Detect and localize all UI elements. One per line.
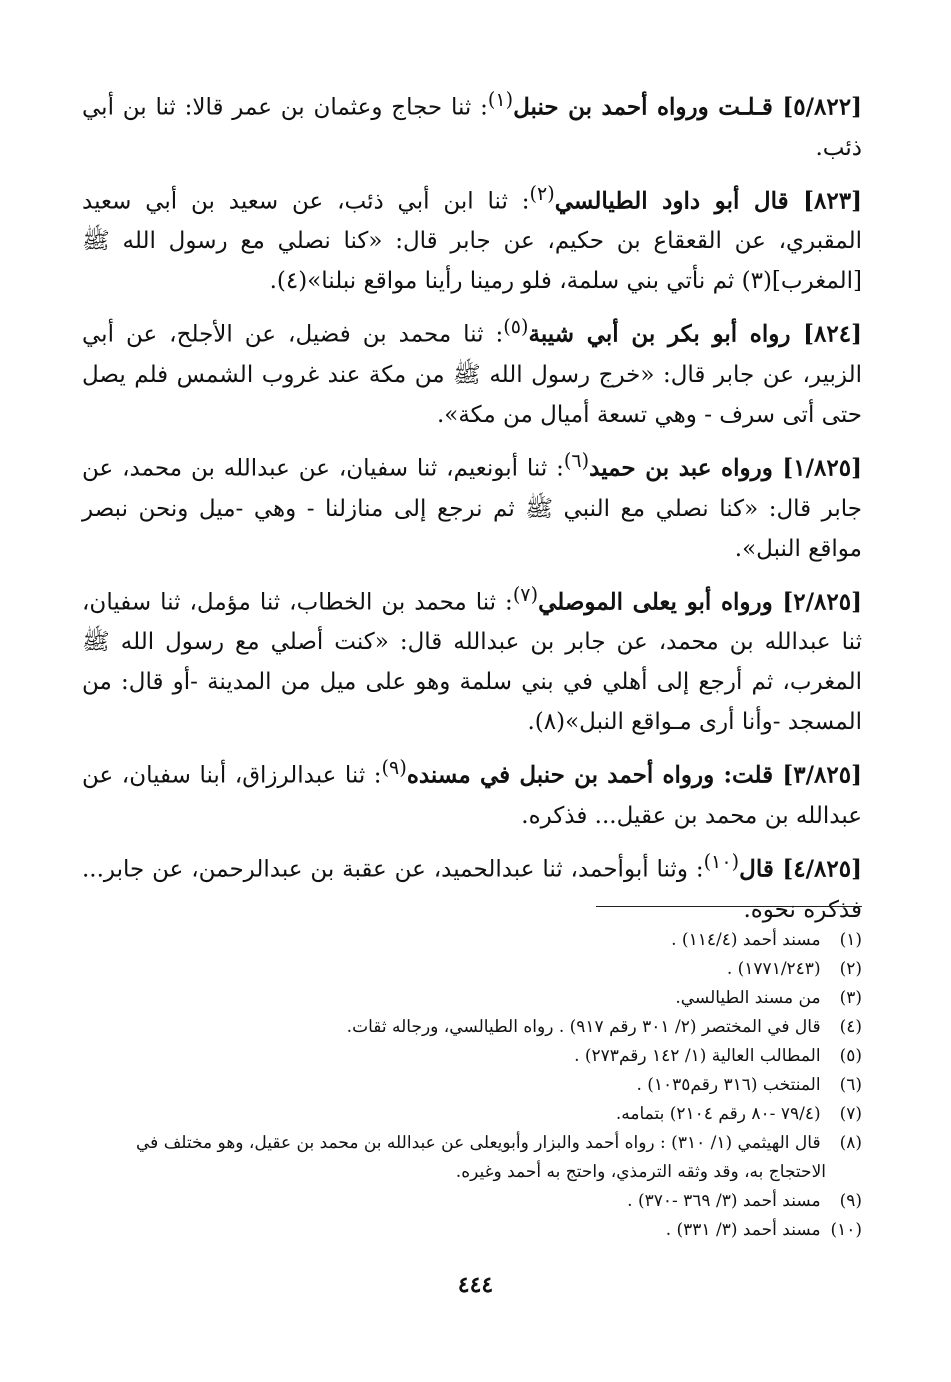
footnote-1 [82, 926, 862, 955]
paragraph-heading: [٢/٨٢٥] ورواه أبو يعلى الموصلي [538, 588, 862, 616]
footnote-6 [82, 1071, 862, 1100]
footnote-number: (٧) [839, 1104, 862, 1124]
paragraph-heading: [٤/٨٢٥] قال [739, 855, 862, 883]
paragraph-heading: [١/٨٢٥] ورواه عبد بن حميد [589, 454, 862, 482]
footnote-number: (٨) [839, 1133, 862, 1153]
footnote-8 [82, 1129, 862, 1158]
footnote-reference[interactable]: (١٠) [703, 849, 740, 873]
footnote-reference[interactable]: (٢) [529, 181, 555, 205]
paragraph-body: : وثنا أبوأحمد، ثنا عبدالحميد، عن عقبة بن عبدالرحمن، عن جابر... فذكره نحوه. [82, 856, 862, 923]
footnote-3 [82, 984, 862, 1013]
footnote-number: (٩) [839, 1191, 862, 1211]
footnote-text: (١٧٧١/٢٤٣) . [726, 959, 821, 979]
footnote-7 [82, 1100, 862, 1129]
footnote-4 [82, 1013, 862, 1042]
footnote-reference[interactable]: (٦) [563, 448, 590, 472]
footnote-5 [82, 1042, 862, 1071]
footnote-number: (١٠) [830, 1220, 862, 1240]
footnote-text: مسند أحمد (٣/ ٣٣١) . [665, 1220, 821, 1240]
footnote-text: مسند أحمد (٣/ ٣٦٩ -٣٧٠) . [627, 1191, 821, 1211]
paragraph-body: : ثنا حجاج وعثمان بن عمر قالا: ثنا بن أبي ذئب. [82, 94, 862, 161]
footnote-number: (٢) [839, 959, 862, 979]
hadith-paragraph-825-2 [82, 575, 862, 743]
paragraph-body: : ثنا ابن أبي ذئب، عن سعيد بن أبي سعيد المقبري، عن القعقاع بن حكيم، عن جابر قال: «كنا نصلي مع رسول الله ﷺ [المغرب](٣) ثم نأتي بني سلمة، فلو رمينا رأينا مواقع نبلنا»(٤). [82, 188, 862, 295]
footnote-text: قال في المختصر (٢/ ٣٠١ رقم ٩١٧) . رواه الطيالسي، ورجاله ثقات. [346, 1017, 821, 1037]
footnote-number: (٥) [839, 1046, 862, 1066]
paragraph-heading: [٨٢٤] رواه أبو بكر بن أبي شيبة [528, 320, 862, 348]
paragraph-body: : ثنا عبدالرزاق، أبنا سفيان، عن عبدالله بن محمد بن عقيل... فذكره. [82, 762, 862, 829]
paragraph-heading: [٣/٨٢٥] قلت: ورواه أحمد بن حنبل في مسنده [406, 761, 862, 789]
hadith-paragraph-825-4 [82, 842, 862, 930]
hadith-paragraph-822-5 [82, 80, 862, 168]
hadith-paragraph-824 [82, 307, 862, 435]
page-number: ٤٤٤ [457, 1272, 494, 1298]
paragraph-body: : ثنا محمد بن فضيل، عن الأجلح، عن أبي الزبير، عن جابر قال: «خرج رسول الله ﷺ من مكة عند غروب الشمس فلم يصل حتى أتى سرف - وهي تسعة أميال من مكة». [82, 321, 862, 428]
footnote-number: (٦) [839, 1075, 862, 1095]
paragraph-body: : ثنا محمد بن الخطاب، ثنا مؤمل، ثنا سفيان، ثنا عبدالله بن محمد، عن جابر بن عبدالله قال: «كنت أصلي مع رسول الله ﷺ المغرب، ثم أرجع إلى أهلي في بني سلمة وهو على ميل من المدينة -أو قال: من المسجد -وأنا أرى مـواقع النبل»(٨). [82, 589, 862, 736]
paragraph-heading: [٥/٨٢٢] قـلـت ورواه أحمد بن حنبل [513, 93, 862, 121]
footnote-10 [82, 1216, 862, 1245]
paragraph-body: : ثنا أبونعيم، ثنا سفيان، عن عبدالله بن محمد، عن جابر قال: «كنا نصلي مع النبي ﷺ ثم نرجع إلى منازلنا - وهي -ميل ونحن نبصر مواقع النبل». [82, 455, 862, 562]
paragraph-heading: [٨٢٣] قال أبو داود الطيالسي [554, 187, 862, 215]
footnote-reference[interactable]: (٥) [503, 315, 529, 339]
footnote-reference[interactable]: (٩) [381, 756, 407, 780]
footnote-text: المطالب العالية (١/ ١٤٢ رقم٢٧٣) . [574, 1046, 821, 1066]
footnotes [82, 926, 862, 1245]
footnote-2 [82, 955, 862, 984]
footnote-text: المنتخب (٣١٦ رقم١٠٣٥) . [636, 1075, 821, 1095]
hadith-paragraph-825-3 [82, 748, 862, 836]
footnote-text: من مسند الطيالسي. [675, 988, 821, 1008]
footnote-text: قال الهيثمي (١/ ٣١٠) : رواه أحمد والبزار وأبويعلى عن عبدالله بن محمد بن عقيل، وهو مختلف في [136, 1133, 821, 1153]
footnote-reference[interactable]: (١) [487, 88, 514, 111]
footnote-9 [82, 1187, 862, 1216]
hadith-paragraph-823 [82, 174, 862, 302]
footnote-text: (٧٩/٤ -٨٠ رقم ٢١٠٤) بتمامه. [615, 1104, 821, 1124]
footnote-8-continuation: الاحتجاج به، وقد وثقه الترمذي، واحتج به أحمد وغيره. [455, 1162, 826, 1182]
footnote-divider [596, 906, 862, 907]
footnote-text: مسند أحمد (١١٤/٤) . [671, 930, 821, 950]
main-text [82, 80, 862, 936]
footnote-number: (٣) [839, 988, 862, 1008]
footnote-number: (١) [839, 930, 862, 950]
footnote-number: (٤) [839, 1017, 862, 1037]
footnote-reference[interactable]: (٧) [512, 582, 539, 606]
hadith-paragraph-825-1 [82, 441, 862, 569]
